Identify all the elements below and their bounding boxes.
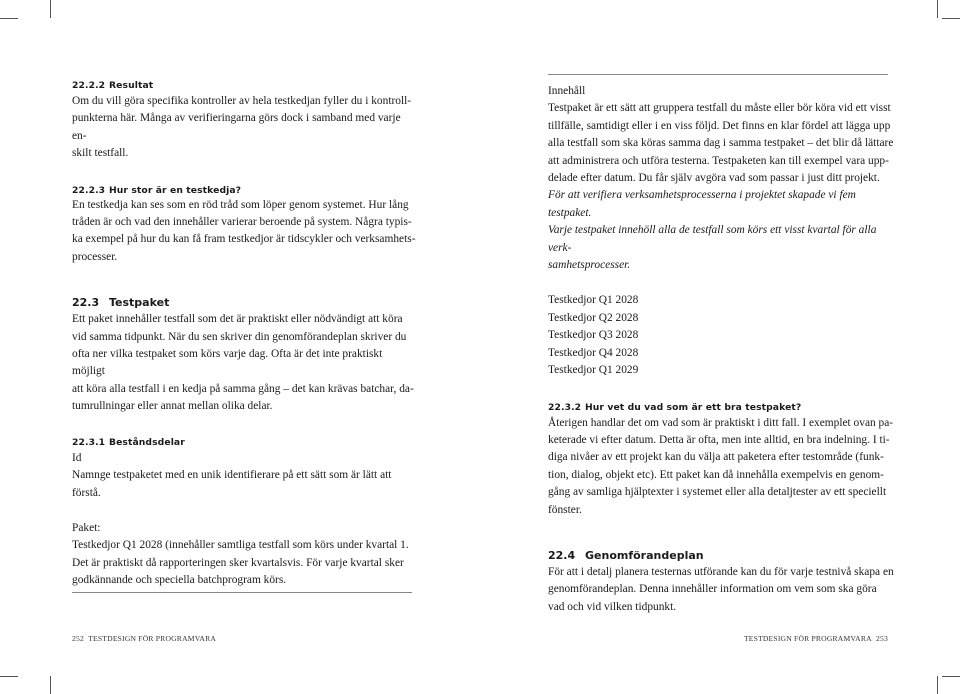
text-line: att köra alla testfall i en kedja på samma gång – det kan krävas batchar, da- xyxy=(72,382,414,395)
text-line: Namnge testpaketet med en unik identifierare på ett sätt som är lätt att förstå. xyxy=(72,469,392,499)
text-line: Testpaket är ett sätt att gruppera testfall du måste eller bör köra vid ett visst xyxy=(548,102,891,115)
text-line: diga nivåer av ett projekt kan du välja att paketera efter testområde (funk- xyxy=(548,451,884,464)
section-number: 22.3 xyxy=(72,296,100,310)
text-line: keterade vi efter datum. Detta är ofta, men inte alltid, en bra indelning. I ti- xyxy=(548,433,890,446)
package-item: Testkedjor Q1 2029 xyxy=(548,364,639,377)
text-line: ka exempel på hur du kan få fram testkedjor är tidscykler och verksamhets- xyxy=(72,233,416,246)
crop-mark xyxy=(937,0,938,18)
crop-mark xyxy=(0,18,18,19)
page-number: 253 xyxy=(876,634,888,643)
section-heading xyxy=(548,402,898,413)
section-number: 22.3.1 xyxy=(72,436,106,448)
paragraph xyxy=(72,93,417,163)
example-text-line: Varje testpaket innehöll alla de testfall som körs ett visst kvartal för alla verk- xyxy=(548,224,877,254)
text-line: punkterna här. Många av verifieringarna görs dock i samband med varje en- xyxy=(72,112,401,142)
section-title: Hur vet du vad som är ett bra testpaket? xyxy=(585,401,802,413)
section-number: 22.3.2 xyxy=(548,401,582,413)
section-title: Hur stor är en testkedja? xyxy=(109,184,242,196)
crop-mark xyxy=(942,18,960,19)
running-title: TESTDESIGN FÖR PROGRAMVARA xyxy=(743,634,872,643)
text-line: processer. xyxy=(72,250,118,263)
section-heading xyxy=(72,296,417,309)
text-line: Ett paket innehåller testfall som det är praktiskt eller nödvändigt att köra xyxy=(72,313,403,326)
text-line: tion, dialog, objekt etc). Ett paket kan då innehålla exempelvis en genom- xyxy=(548,468,884,481)
paragraph xyxy=(548,564,898,616)
crop-mark xyxy=(0,676,18,677)
paragraph xyxy=(72,311,417,415)
text-line: delade efter datum. Du får själv avgöra vad som passar i just ditt projekt. xyxy=(548,172,880,185)
crop-mark xyxy=(50,0,51,18)
section-title: Genomförandeplan xyxy=(585,548,704,562)
package-item: Testkedjor Q1 2028 xyxy=(548,294,639,307)
text-line: Om du vill göra specifika kontroller av hela testkedjan fyller du i kontroll- xyxy=(72,95,412,107)
section-number: 22.2.3 xyxy=(72,184,106,196)
page-footer xyxy=(72,634,216,643)
package-item: Testkedjor Q4 2028 xyxy=(548,346,639,359)
section-heading xyxy=(72,437,417,448)
example-text-line: samhetsprocesser. xyxy=(548,259,631,272)
field-label: Innehåll xyxy=(548,85,586,97)
text-line: Det är praktiskt då rapporteringen sker kvartalsvis. För varje kvartal sker xyxy=(72,556,404,569)
section-number: 22.4 xyxy=(548,548,576,562)
crop-mark xyxy=(937,676,938,694)
field-label: Id xyxy=(72,451,82,464)
text-line: ofta ner vilka testpaket som körs varje dag. Ofta är det inte praktiskt möjligt xyxy=(72,348,383,378)
section-title: Testpaket xyxy=(109,296,170,310)
example-text-line: För att verifiera verksamhetsprocesserna i projektet skapade vi fem testpaket. xyxy=(548,189,856,219)
page-number: 252 xyxy=(72,634,84,643)
crop-mark xyxy=(942,676,960,677)
section-number: 22.2.2 xyxy=(72,80,106,91)
paragraph xyxy=(548,83,898,274)
package-item: Testkedjor Q2 2028 xyxy=(548,311,639,324)
section-title: Resultat xyxy=(109,80,154,91)
text-line: vid samma tidpunkt. När du sen skriver din genomförandeplan skriver du xyxy=(72,330,407,343)
right-column xyxy=(548,83,898,616)
left-column xyxy=(72,80,417,590)
example-block xyxy=(72,520,417,590)
section-heading xyxy=(72,80,417,91)
paragraph xyxy=(548,415,898,519)
text-line: fönster. xyxy=(548,503,582,516)
running-title: TESTDESIGN FÖR PROGRAMVARA xyxy=(88,634,217,643)
text-line: godkännande och speciella batchprogram körs. xyxy=(72,574,287,587)
text-line: att administrera och utföra testerna. Testpaketen kan till exempel vara upp- xyxy=(548,154,889,167)
example-rule xyxy=(548,74,888,75)
crop-mark xyxy=(50,676,51,694)
paragraph xyxy=(72,450,417,502)
right-page xyxy=(480,0,960,694)
text-line: vad och vid vilken tidpunkt. xyxy=(548,600,677,613)
text-line: tillfälle, samtidigt eller i en viss följd. Det finns en klar fördel att lägga upp xyxy=(548,119,891,132)
page-footer xyxy=(744,634,888,643)
package-item: Testkedjor Q3 2028 xyxy=(548,329,639,342)
text-line: gång av samliga hjälptexter i systemet eller alla detaljtester av ett speciellt xyxy=(548,486,887,499)
example-label: Paket: xyxy=(72,521,101,534)
text-line: tumrullningar eller annat mellan olika delar. xyxy=(72,400,273,413)
text-line: För att i detalj planera testernas utförande kan du för varje testnivå skapa en xyxy=(548,565,894,578)
package-list xyxy=(548,292,898,379)
text-line: skilt testfall. xyxy=(72,147,129,160)
text-line: Testkedjor Q1 2028 (innehåller samtliga testfall som körs under kvartal 1. xyxy=(72,539,409,552)
text-line: tråden är och vad den innehåller varierar beroende på system. Några typis- xyxy=(72,216,412,229)
text-line: alla testfall som ska köras samma dag i samma testpaket – det blir då lättare xyxy=(548,137,894,150)
example-rule xyxy=(72,592,412,593)
paragraph xyxy=(72,197,417,267)
section-heading xyxy=(548,549,898,562)
text-line: Återigen handlar det om vad som är praktiskt i ditt fall. I exemplet ovan pa- xyxy=(548,416,894,429)
section-title: Beståndsdelar xyxy=(109,436,185,448)
section-heading xyxy=(72,185,417,196)
text-line: En testkedja kan ses som en röd tråd som löper genom systemet. Hur lång xyxy=(72,198,409,211)
text-line: genomförandeplan. Denna innehåller information om vem som ska göra xyxy=(548,583,877,596)
